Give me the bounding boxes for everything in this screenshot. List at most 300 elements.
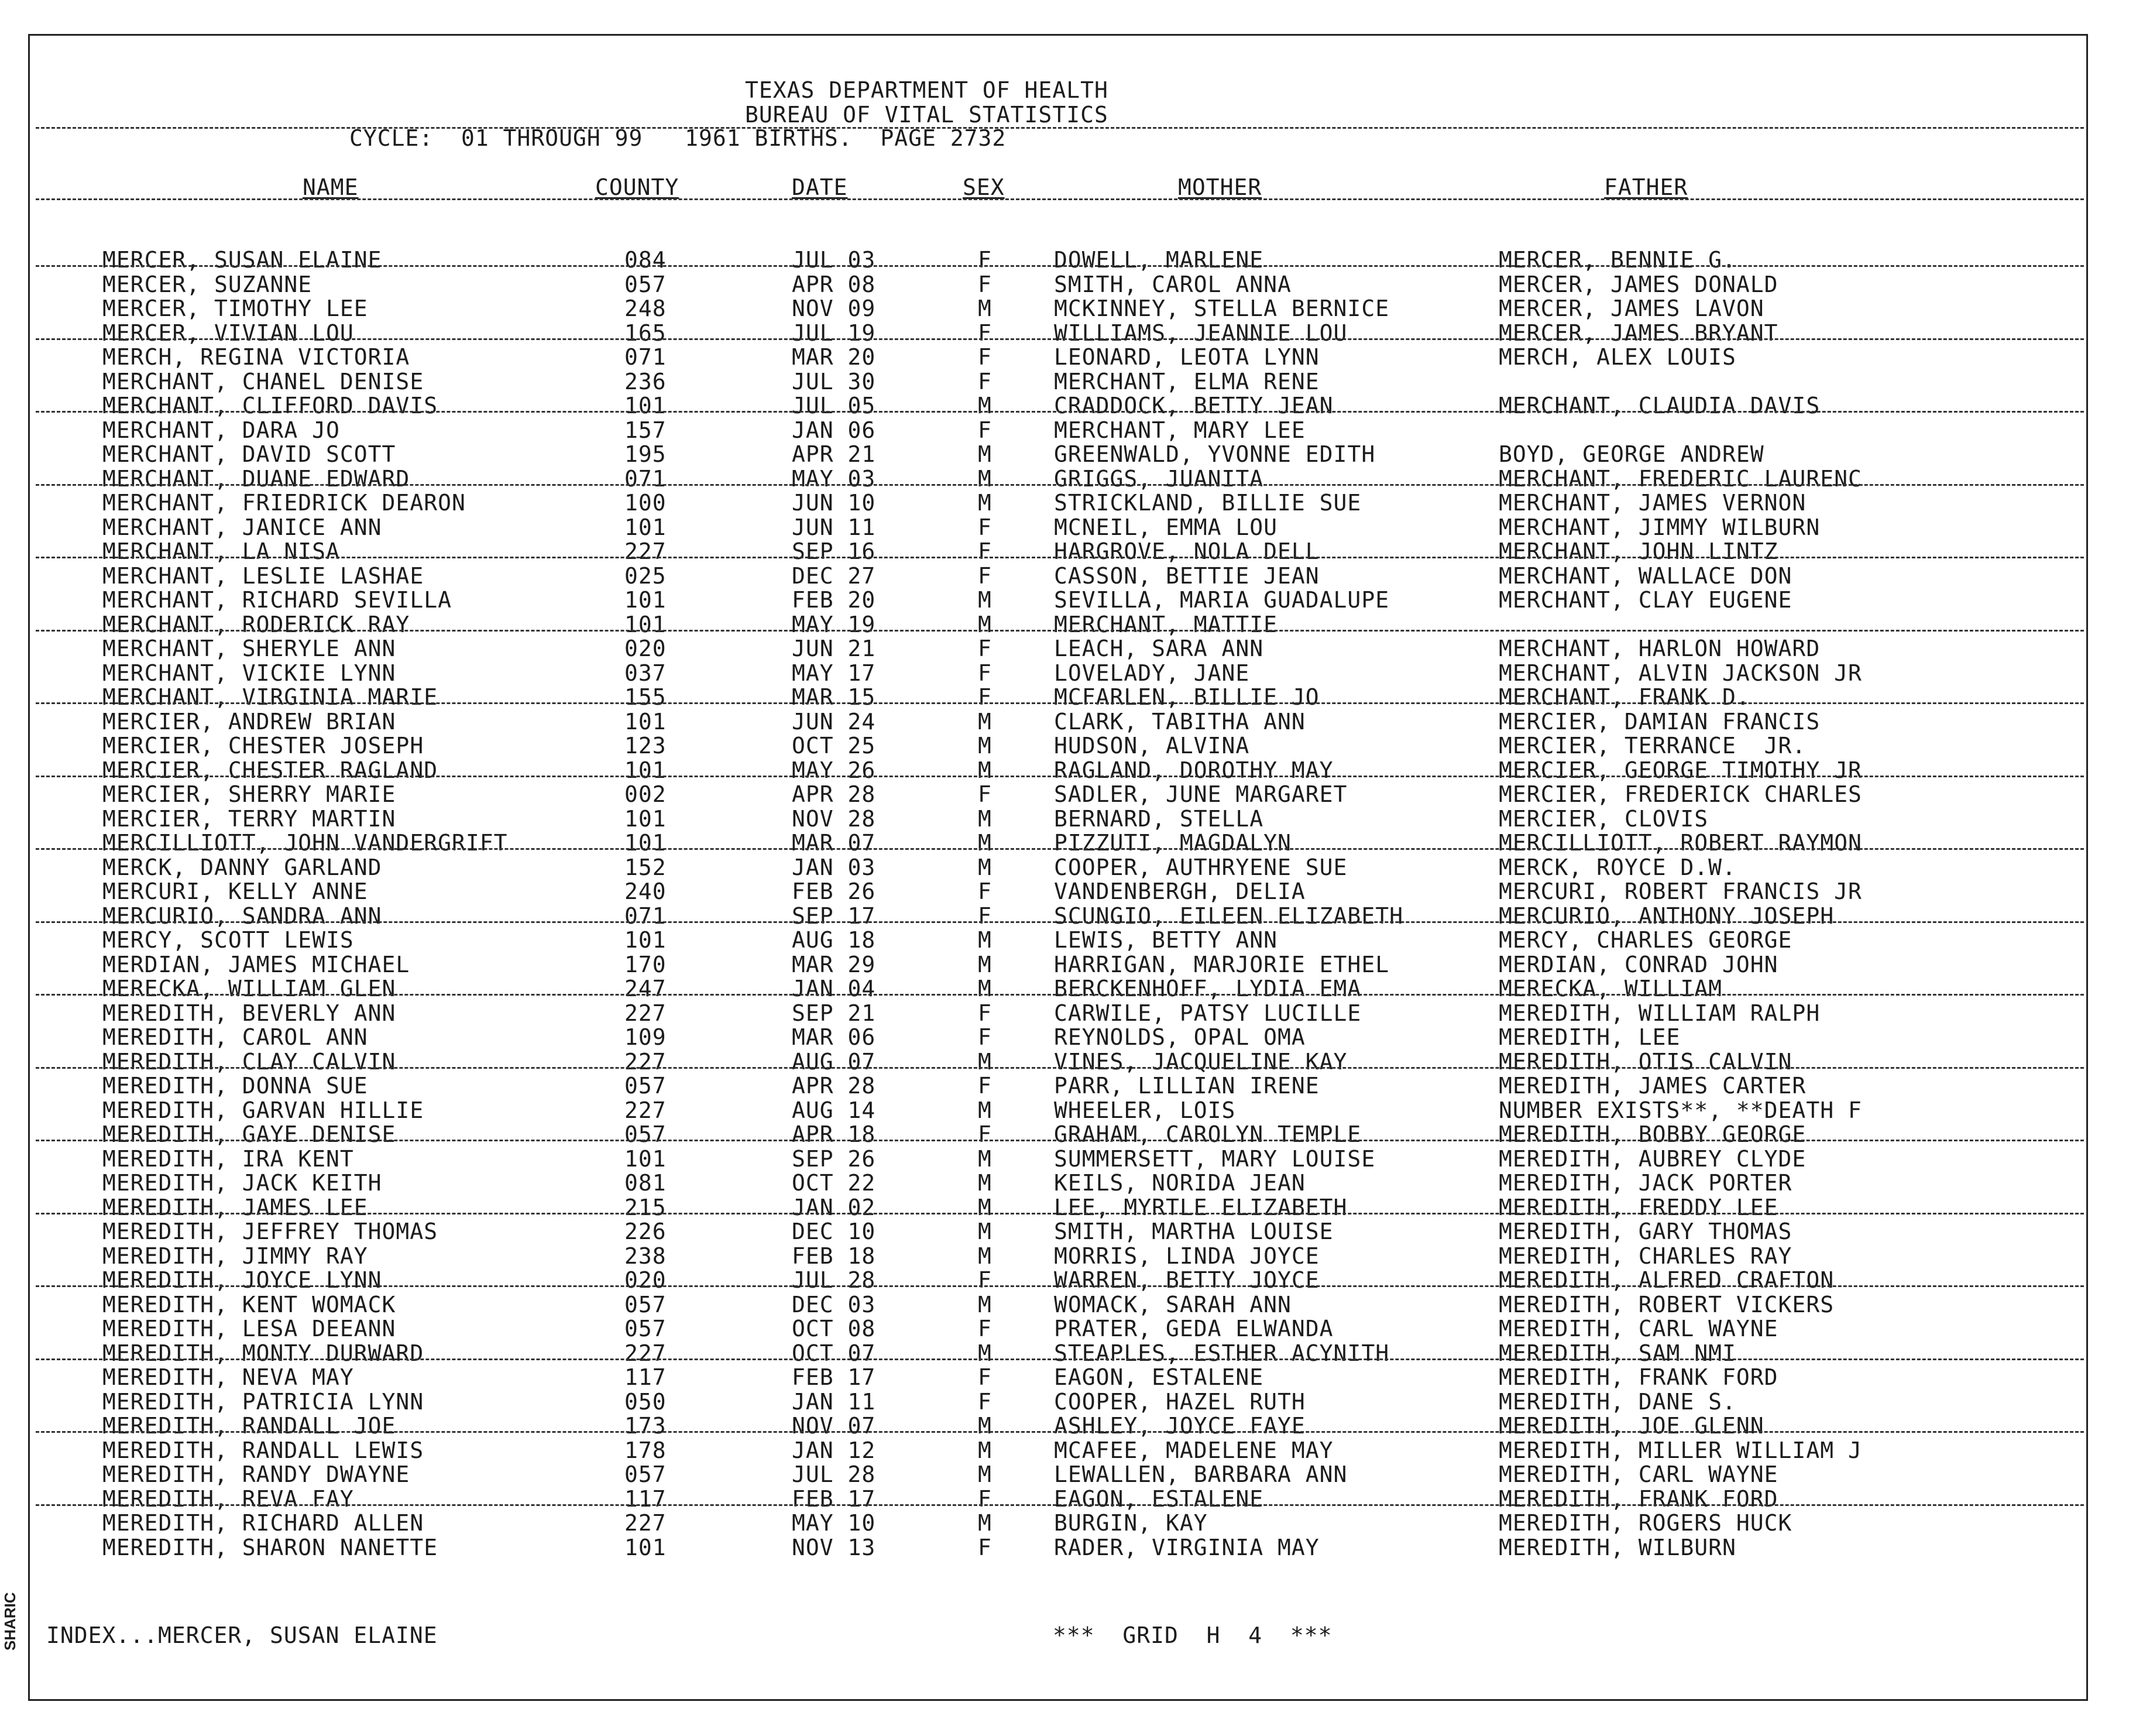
table-row <box>30 1025 2090 1049</box>
record-county: 101 <box>624 1534 667 1560</box>
record-name: MEREDITH, GARVAN HILLIE <box>102 1097 424 1123</box>
record-father: MEREDITH, JOE GLENN <box>1499 1413 1764 1439</box>
row-group-divider <box>36 1213 2084 1214</box>
record-father: MERDIAN, CONRAD JOHN <box>1499 951 1778 977</box>
record-county: 117 <box>624 1364 667 1390</box>
record-name: MERCHANT, DARA JO <box>102 417 340 443</box>
record-mother: CARWILE, PATSY LUCILLE <box>1054 1000 1362 1026</box>
record-mother: PRATER, GEDA ELWANDA <box>1054 1316 1334 1342</box>
record-mother: KEILS, NORIDA JEAN <box>1054 1170 1306 1196</box>
record-date: SEP 16 <box>792 538 876 564</box>
record-county: 050 <box>624 1388 667 1415</box>
record-county: 123 <box>624 733 667 759</box>
record-sex: M <box>978 1219 992 1244</box>
record-father: MEREDITH, ALFRED CRAFTON <box>1499 1267 1835 1293</box>
record-county: 238 <box>624 1243 667 1269</box>
record-date: JUL 28 <box>792 1267 876 1293</box>
record-sex: F <box>978 1534 992 1560</box>
record-mother: ASHLEY, JOYCE FAYE <box>1054 1413 1306 1439</box>
record-county: 101 <box>624 611 667 637</box>
record-sex: F <box>978 1073 992 1099</box>
record-date: JUN 11 <box>792 514 876 540</box>
record-county: 195 <box>624 441 667 467</box>
record-date: MAY 19 <box>792 611 876 637</box>
record-father: MERCHANT, JIMMY WILBURN <box>1499 514 1821 540</box>
record-father: MERCK, ROYCE D.W. <box>1499 854 1736 880</box>
record-sex: M <box>978 1145 992 1172</box>
record-mother: GRAHAM, CAROLYN TEMPLE <box>1054 1121 1362 1147</box>
record-date: APR 18 <box>792 1121 876 1147</box>
row-group-divider <box>36 265 2084 267</box>
table-row <box>30 1049 2090 1074</box>
record-father: MEREDITH, CHARLES RAY <box>1499 1243 1792 1269</box>
record-name: MEREDITH, BEVERLY ANN <box>102 1000 396 1026</box>
table-row <box>30 928 2090 952</box>
record-father: MEREDITH, OTIS CALVIN <box>1499 1048 1792 1075</box>
record-county: 173 <box>624 1413 667 1439</box>
record-mother: SMITH, CAROL ANNA <box>1054 271 1292 297</box>
record-county: 165 <box>624 320 667 346</box>
record-name: MEREDITH, RANDY DWAYNE <box>102 1461 410 1487</box>
record-father: MEREDITH, ROBERT VICKERS <box>1499 1291 1835 1318</box>
record-sex: M <box>978 296 992 321</box>
record-county: 037 <box>624 660 667 686</box>
table-row <box>30 1219 2090 1244</box>
record-sex: M <box>978 976 992 1001</box>
record-mother: SADLER, JUNE MARGARET <box>1054 781 1348 807</box>
record-county: 227 <box>624 1000 667 1026</box>
record-county: 247 <box>624 976 667 1001</box>
table-row <box>30 733 2090 758</box>
record-name: MEREDITH, CLAY CALVIN <box>102 1048 396 1075</box>
header-divider-top <box>36 127 2084 129</box>
table-row <box>30 904 2090 928</box>
record-county: 101 <box>624 805 667 832</box>
record-date: NOV 07 <box>792 1413 876 1439</box>
record-father: MERCIER, GEORGE TIMOTHY JR <box>1499 757 1862 783</box>
record-name: MERCHANT, FRIEDRICK DEARON <box>102 490 466 516</box>
record-date: MAY 03 <box>792 465 876 492</box>
record-name: MERCIER, SHERRY MARIE <box>102 781 396 807</box>
record-sex: F <box>978 1267 992 1293</box>
record-county: 157 <box>624 417 667 443</box>
table-row <box>30 1147 2090 1171</box>
record-date: JAN 03 <box>792 854 876 880</box>
row-group-divider <box>36 994 2084 996</box>
record-father: MERCHANT, JOHN LINTZ <box>1499 538 1778 564</box>
record-sex: M <box>978 1291 992 1318</box>
record-county: 101 <box>624 830 667 856</box>
record-county: 226 <box>624 1219 667 1244</box>
record-name: MEREDITH, IRA KENT <box>102 1145 354 1172</box>
record-sex: M <box>978 830 992 856</box>
table-row <box>30 1511 2090 1535</box>
record-father: MEREDITH, MILLER WILLIAM J <box>1499 1437 1862 1463</box>
record-county: 057 <box>624 1291 667 1318</box>
record-name: MEREDITH, REVA FAY <box>102 1485 354 1512</box>
table-row <box>30 709 2090 734</box>
record-date: JUL 19 <box>792 320 876 346</box>
record-name: MERCK, DANNY GARLAND <box>102 854 382 880</box>
record-name: MERCHANT, RODERICK RAY <box>102 611 410 637</box>
record-father: MERCURIO, ANTHONY JOSEPH <box>1499 903 1835 929</box>
record-date: NOV 09 <box>792 296 876 321</box>
record-name: MEREDITH, RANDALL LEWIS <box>102 1437 424 1463</box>
table-row <box>30 758 2090 783</box>
record-father: MERCHANT, CLAY EUGENE <box>1499 587 1792 613</box>
record-date: JUN 10 <box>792 490 876 516</box>
record-sex: F <box>978 1024 992 1050</box>
record-county: 057 <box>624 1461 667 1487</box>
record-county: 101 <box>624 708 667 735</box>
record-name: MERCHANT, RICHARD SEVILLA <box>102 587 452 613</box>
table-row <box>30 1316 2090 1341</box>
column-header-name: NAME <box>303 174 359 200</box>
record-father: MERCER, JAMES DONALD <box>1499 271 1778 297</box>
record-sex: F <box>978 320 992 346</box>
record-sex: M <box>978 611 992 637</box>
record-name: MERCER, SUSAN ELAINE <box>102 247 382 273</box>
record-name: MERCURIO, SANDRA ANN <box>102 903 382 929</box>
bureau-title: BUREAU OF VITAL STATISTICS <box>745 102 1108 128</box>
record-name: MERDIAN, JAMES MICHAEL <box>102 951 410 977</box>
record-date: NOV 28 <box>792 805 876 832</box>
record-date: MAR 06 <box>792 1024 876 1050</box>
record-county: 057 <box>624 271 667 297</box>
record-date: AUG 18 <box>792 927 876 953</box>
record-name: MEREDITH, NEVA MAY <box>102 1364 354 1390</box>
record-sex: F <box>978 1364 992 1390</box>
record-county: 071 <box>624 344 667 370</box>
record-date: JUL 05 <box>792 393 876 418</box>
row-group-divider <box>36 702 2084 704</box>
record-sex: M <box>978 1170 992 1196</box>
record-county: 020 <box>624 636 667 661</box>
record-name: MERCY, SCOTT LEWIS <box>102 927 354 953</box>
record-date: JUN 24 <box>792 708 876 735</box>
record-mother: CLARK, TABITHA ANN <box>1054 708 1306 735</box>
record-father: MEREDITH, AUBREY CLYDE <box>1499 1145 1807 1172</box>
record-mother: MCNEIL, EMMA LOU <box>1054 514 1278 540</box>
record-mother: SCUNGIO, EILEEN ELIZABETH <box>1054 903 1403 929</box>
record-date: APR 08 <box>792 271 876 297</box>
record-county: 101 <box>624 514 667 540</box>
side-label: SHARIC <box>1 1592 19 1651</box>
record-mother: MORRIS, LINDA JOYCE <box>1054 1243 1320 1269</box>
row-group-divider <box>36 848 2084 850</box>
record-mother: MERCHANT, MATTIE <box>1054 611 1278 637</box>
record-mother: HARGROVE, NOLA DELL <box>1054 538 1320 564</box>
cycle-line: CYCLE: 01 THROUGH 99 1961 BIRTHS. PAGE 2732 <box>349 125 1007 151</box>
record-date: DEC 03 <box>792 1291 876 1318</box>
record-mother: HUDSON, ALVINA <box>1054 733 1250 759</box>
record-name: MEREDITH, RANDALL JOE <box>102 1413 396 1439</box>
record-county: 084 <box>624 247 667 273</box>
record-name: MERCHANT, JANICE ANN <box>102 514 382 540</box>
record-date: MAR 20 <box>792 344 876 370</box>
record-sex: F <box>978 879 992 904</box>
table-row <box>30 418 2090 442</box>
record-sex: F <box>978 538 992 564</box>
table-row <box>30 272 2090 297</box>
record-sex: M <box>978 927 992 953</box>
column-header-father: FATHER <box>1604 174 1688 200</box>
record-mother: EAGON, ESTALENE <box>1054 1364 1264 1390</box>
record-mother: BERNARD, STELLA <box>1054 805 1264 832</box>
table-row <box>30 1462 2090 1487</box>
record-name: MERCHANT, VIRGINIA MARIE <box>102 684 438 710</box>
row-group-divider <box>36 411 2084 413</box>
header-divider-bottom <box>36 198 2084 200</box>
table-row <box>30 466 2090 491</box>
record-date: FEB 17 <box>792 1485 876 1512</box>
table-row <box>30 564 2090 588</box>
record-sex: F <box>978 660 992 686</box>
record-father: MEREDITH, GARY THOMAS <box>1499 1219 1792 1244</box>
record-sex: M <box>978 1461 992 1487</box>
column-header-county: COUNTY <box>595 174 679 200</box>
record-date: JUN 21 <box>792 636 876 661</box>
record-mother: PIZZUTI, MAGDALYN <box>1054 830 1292 856</box>
record-mother: LOVELADY, JANE <box>1054 660 1250 686</box>
record-father: MERCER, BENNIE G. <box>1499 247 1736 273</box>
record-sex: M <box>978 1243 992 1269</box>
record-county: 227 <box>624 1510 667 1536</box>
table-row <box>30 1535 2090 1560</box>
row-group-divider <box>36 776 2084 777</box>
record-name: MEREDITH, DONNA SUE <box>102 1073 368 1099</box>
record-date: OCT 25 <box>792 733 876 759</box>
record-mother: STRICKLAND, BILLIE SUE <box>1054 490 1362 516</box>
record-mother: LEONARD, LEOTA LYNN <box>1054 344 1320 370</box>
record-father: MEREDITH, CARL WAYNE <box>1499 1316 1778 1342</box>
record-mother: LEWALLEN, BARBARA ANN <box>1054 1461 1348 1487</box>
record-sex: M <box>978 587 992 613</box>
record-mother: BERCKENHOFF, LYDIA EMA <box>1054 976 1362 1001</box>
table-row <box>30 1292 2090 1317</box>
record-county: 101 <box>624 757 667 783</box>
record-father: MERCURI, ROBERT FRANCIS JR <box>1499 879 1862 904</box>
record-name: MERCHANT, SHERYLE ANN <box>102 636 396 661</box>
record-father: MERCHANT, FREDERIC LAURENC <box>1499 465 1862 492</box>
department-title: TEXAS DEPARTMENT OF HEALTH <box>745 77 1108 103</box>
record-date: SEP 21 <box>792 1000 876 1026</box>
record-mother: GRIGGS, JUANITA <box>1054 465 1264 492</box>
table-row <box>30 539 2090 564</box>
record-name: MERCH, REGINA VICTORIA <box>102 344 410 370</box>
record-county: 227 <box>624 1340 667 1366</box>
record-date: MAY 17 <box>792 660 876 686</box>
record-sex: M <box>978 1437 992 1463</box>
record-mother: REYNOLDS, OPAL OMA <box>1054 1024 1306 1050</box>
record-date: FEB 18 <box>792 1243 876 1269</box>
record-name: MEREDITH, CAROL ANN <box>102 1024 368 1050</box>
record-county: 002 <box>624 781 667 807</box>
record-sex: M <box>978 441 992 467</box>
record-mother: WARREN, BETTY JOYCE <box>1054 1267 1320 1293</box>
column-header-mother: MOTHER <box>1178 174 1262 200</box>
record-sex: M <box>978 854 992 880</box>
record-date: APR 28 <box>792 781 876 807</box>
record-mother: CASSON, BETTIE JEAN <box>1054 562 1320 589</box>
row-group-divider <box>36 557 2084 558</box>
record-county: 057 <box>624 1316 667 1342</box>
table-row <box>30 1073 2090 1098</box>
record-date: SEP 26 <box>792 1145 876 1172</box>
table-row <box>30 515 2090 540</box>
table-row <box>30 831 2090 855</box>
record-father: MEREDITH, LEE <box>1499 1024 1681 1050</box>
record-sex: M <box>978 393 992 418</box>
record-sex: F <box>978 1316 992 1342</box>
record-sex: M <box>978 1097 992 1123</box>
row-group-divider <box>36 484 2084 486</box>
record-date: JAN 11 <box>792 1388 876 1415</box>
record-mother: STEAPLES, ESTHER ACYNITH <box>1054 1340 1390 1366</box>
record-mother: MERCHANT, MARY LEE <box>1054 417 1306 443</box>
record-father: MERCHANT, CLAUDIA DAVIS <box>1499 393 1821 418</box>
record-name: MERCURI, KELLY ANNE <box>102 879 368 904</box>
record-father: MERCER, JAMES LAVON <box>1499 296 1764 321</box>
record-sex: M <box>978 951 992 977</box>
record-mother: CRADDOCK, BETTY JEAN <box>1054 393 1334 418</box>
record-mother: SEVILLA, MARIA GUADALUPE <box>1054 587 1390 613</box>
table-row <box>30 248 2090 272</box>
record-date: FEB 17 <box>792 1364 876 1390</box>
table-row <box>30 1365 2090 1390</box>
record-county: 215 <box>624 1194 667 1220</box>
table-row <box>30 1244 2090 1268</box>
table-row <box>30 1122 2090 1147</box>
record-name: MEREDITH, JACK KEITH <box>102 1170 382 1196</box>
row-group-divider <box>36 338 2084 340</box>
record-mother: WHEELER, LOIS <box>1054 1097 1236 1123</box>
record-name: MERCER, VIVIAN LOU <box>102 320 354 346</box>
record-father: MEREDITH, FRANK FORD <box>1499 1364 1778 1390</box>
record-date: SEP 17 <box>792 903 876 929</box>
table-row <box>30 879 2090 904</box>
record-county: 057 <box>624 1073 667 1099</box>
record-father: MEREDITH, BOBBY GEORGE <box>1499 1121 1807 1147</box>
record-name: MERCHANT, CLIFFORD DAVIS <box>102 393 438 418</box>
record-county: 227 <box>624 538 667 564</box>
record-father: MERCIER, FREDERICK CHARLES <box>1499 781 1862 807</box>
record-sex: F <box>978 417 992 443</box>
index-footer: INDEX...MERCER, SUSAN ELAINE <box>46 1622 438 1648</box>
table-row <box>30 661 2090 685</box>
row-group-divider <box>36 630 2084 632</box>
record-sex: F <box>978 1121 992 1147</box>
record-sex: F <box>978 562 992 589</box>
record-sex: F <box>978 247 992 273</box>
record-mother: SUMMERSETT, MARY LOUISE <box>1054 1145 1376 1172</box>
record-father: MERCH, ALEX LOUIS <box>1499 344 1736 370</box>
table-row <box>30 1341 2090 1366</box>
record-county: 071 <box>624 903 667 929</box>
row-group-divider <box>36 1504 2084 1506</box>
record-county: 240 <box>624 879 667 904</box>
record-county: 227 <box>624 1048 667 1075</box>
record-mother: MCAFEE, MADELENE MAY <box>1054 1437 1334 1463</box>
record-date: MAY 26 <box>792 757 876 783</box>
record-father: BOYD, GEORGE ANDREW <box>1499 441 1764 467</box>
record-name: MEREDITH, JAMES LEE <box>102 1194 368 1220</box>
table-row <box>30 296 2090 321</box>
record-father: MERCY, CHARLES GEORGE <box>1499 927 1792 953</box>
record-sex: M <box>978 1048 992 1075</box>
row-group-divider <box>36 1358 2084 1360</box>
record-date: JUL 28 <box>792 1461 876 1487</box>
record-name: MERCER, TIMOTHY LEE <box>102 296 368 321</box>
record-name: MEREDITH, JEFFREY THOMAS <box>102 1219 438 1244</box>
table-row <box>30 442 2090 466</box>
record-date: JUL 30 <box>792 368 876 394</box>
record-date: OCT 08 <box>792 1316 876 1342</box>
record-date: JAN 02 <box>792 1194 876 1220</box>
record-sex: F <box>978 636 992 661</box>
record-date: JUL 03 <box>792 247 876 273</box>
record-date: FEB 20 <box>792 587 876 613</box>
record-mother: MERCHANT, ELMA RENE <box>1054 368 1320 394</box>
table-row <box>30 612 2090 637</box>
record-sex: M <box>978 708 992 735</box>
record-date: OCT 22 <box>792 1170 876 1196</box>
record-mother: COOPER, AUTHRYENE SUE <box>1054 854 1348 880</box>
record-name: MEREDITH, KENT WOMACK <box>102 1291 396 1318</box>
table-row <box>30 321 2090 345</box>
record-date: JAN 04 <box>792 976 876 1001</box>
table-row <box>30 1487 2090 1511</box>
record-name: MERCIER, TERRY MARTIN <box>102 805 396 832</box>
microfilm-page <box>28 34 2088 1701</box>
record-name: MERCIER, CHESTER JOSEPH <box>102 733 424 759</box>
record-sex: M <box>978 1413 992 1439</box>
record-sex: M <box>978 733 992 759</box>
record-mother: GREENWALD, YVONNE EDITH <box>1054 441 1376 467</box>
record-name: MERECKA, WILLIAM GLEN <box>102 976 396 1001</box>
record-father: MERCHANT, FRANK D. <box>1499 684 1750 710</box>
table-row <box>30 952 2090 977</box>
record-father: MEREDITH, WILBURN <box>1499 1534 1736 1560</box>
record-sex: M <box>978 805 992 832</box>
record-date: OCT 07 <box>792 1340 876 1366</box>
record-name: MERCHANT, DUANE EDWARD <box>102 465 410 492</box>
record-county: 155 <box>624 684 667 710</box>
record-mother: EAGON, ESTALENE <box>1054 1485 1264 1512</box>
record-father: MEREDITH, SAM NMI <box>1499 1340 1736 1366</box>
record-county: 100 <box>624 490 667 516</box>
record-date: NOV 13 <box>792 1534 876 1560</box>
record-county: 101 <box>624 927 667 953</box>
record-name: MEREDITH, MONTY DURWARD <box>102 1340 424 1366</box>
record-mother: BURGIN, KAY <box>1054 1510 1208 1536</box>
row-group-divider <box>36 1285 2084 1287</box>
record-mother: RADER, VIRGINIA MAY <box>1054 1534 1320 1560</box>
record-name: MERCHANT, LESLIE LASHAE <box>102 562 424 589</box>
record-county: 236 <box>624 368 667 394</box>
table-row <box>30 1438 2090 1463</box>
column-header-sex: SEX <box>963 174 1005 200</box>
record-date: APR 28 <box>792 1073 876 1099</box>
record-sex: F <box>978 344 992 370</box>
record-father: MEREDITH, JACK PORTER <box>1499 1170 1792 1196</box>
record-county: 101 <box>624 393 667 418</box>
record-mother: DOWELL, MARLENE <box>1054 247 1264 273</box>
record-county: 057 <box>624 1121 667 1147</box>
table-row <box>30 1268 2090 1292</box>
table-row <box>30 1390 2090 1414</box>
record-father: MEREDITH, FREDDY LEE <box>1499 1194 1778 1220</box>
